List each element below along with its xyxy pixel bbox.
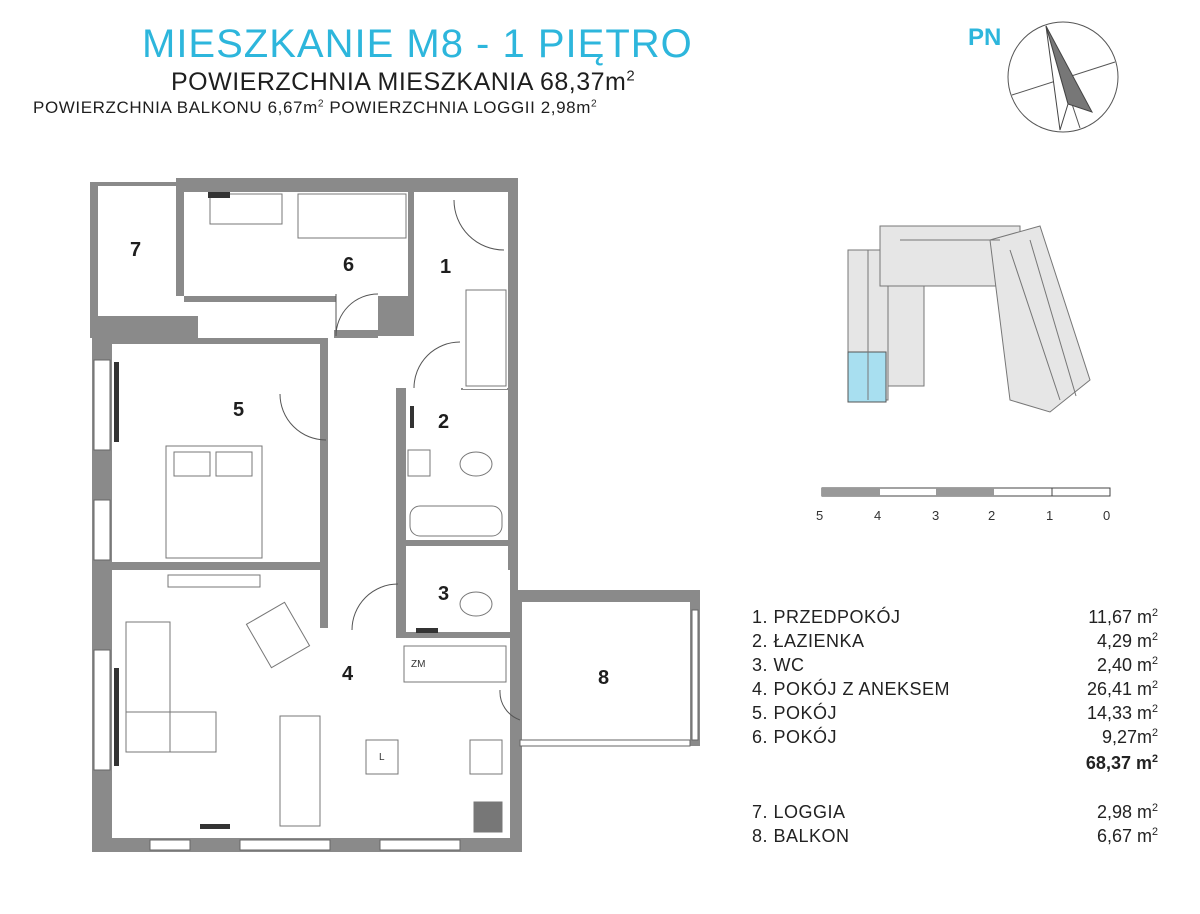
scale-label-4: 4 [874, 508, 882, 523]
room-number-7: 7 [130, 239, 142, 261]
legend-row: 4. POKÓJ Z ANEKSEM 26,41 $m^2$ [752, 679, 1158, 699]
room-number-8: 8 [598, 667, 610, 689]
fixture-zm-label: ZM [411, 659, 426, 670]
scale-bar [816, 488, 1110, 523]
legend-row: 6. POKÓJ $9,27m^2$ [752, 727, 1158, 747]
legend-row: 2. ŁAZIENKA 4,29 $m^2$ [752, 631, 1158, 651]
room-number-1: 1 [440, 256, 452, 278]
fixture-l-label: L [379, 752, 385, 763]
apartment-area: POWIERZCHNIA MIESZKANIA $68,37m^2$ [171, 67, 636, 96]
room-number-5: 5 [233, 399, 245, 421]
room-number-3: 3 [438, 583, 450, 605]
legend-row: 1. PRZEDPOKÓJ 11,67 $m^2$ [752, 607, 1158, 627]
room-number-4: 4 [342, 663, 354, 685]
legend-row: 7. LOGGIA 2,98 $m^2$ [752, 802, 1158, 822]
balcony-loggia-area: POWIERZCHNIA BALKONU $6,67m^2$ POWIERZCHNIA LOGGII $2,98m^2$ [33, 98, 598, 117]
scale-label-0: 0 [1103, 508, 1111, 523]
scale-label-5: 5 [816, 508, 824, 523]
scale-label-2: 2 [988, 508, 996, 523]
legend-row: 8. BALKON 6,67 $m^2$ [752, 826, 1158, 846]
room-number-6: 6 [343, 254, 355, 276]
room-number-2: 2 [438, 411, 450, 433]
legend-row: 3. WC 2,40 $m^2$ [752, 655, 1158, 675]
legend-total: 68,37 $m^2$ [1085, 753, 1158, 773]
compass-rose-icon [1008, 22, 1118, 132]
scale-label-3: 3 [932, 508, 940, 523]
scale-label-1: 1 [1046, 508, 1054, 523]
compass-label: PN [968, 24, 1002, 51]
building-key-plan [848, 226, 1090, 412]
apartment-title: MIESZKANIE M8 - 1 PIĘTRO [142, 22, 693, 66]
legend-row: 5. POKÓJ 14,33 $m^2$ [752, 703, 1158, 723]
